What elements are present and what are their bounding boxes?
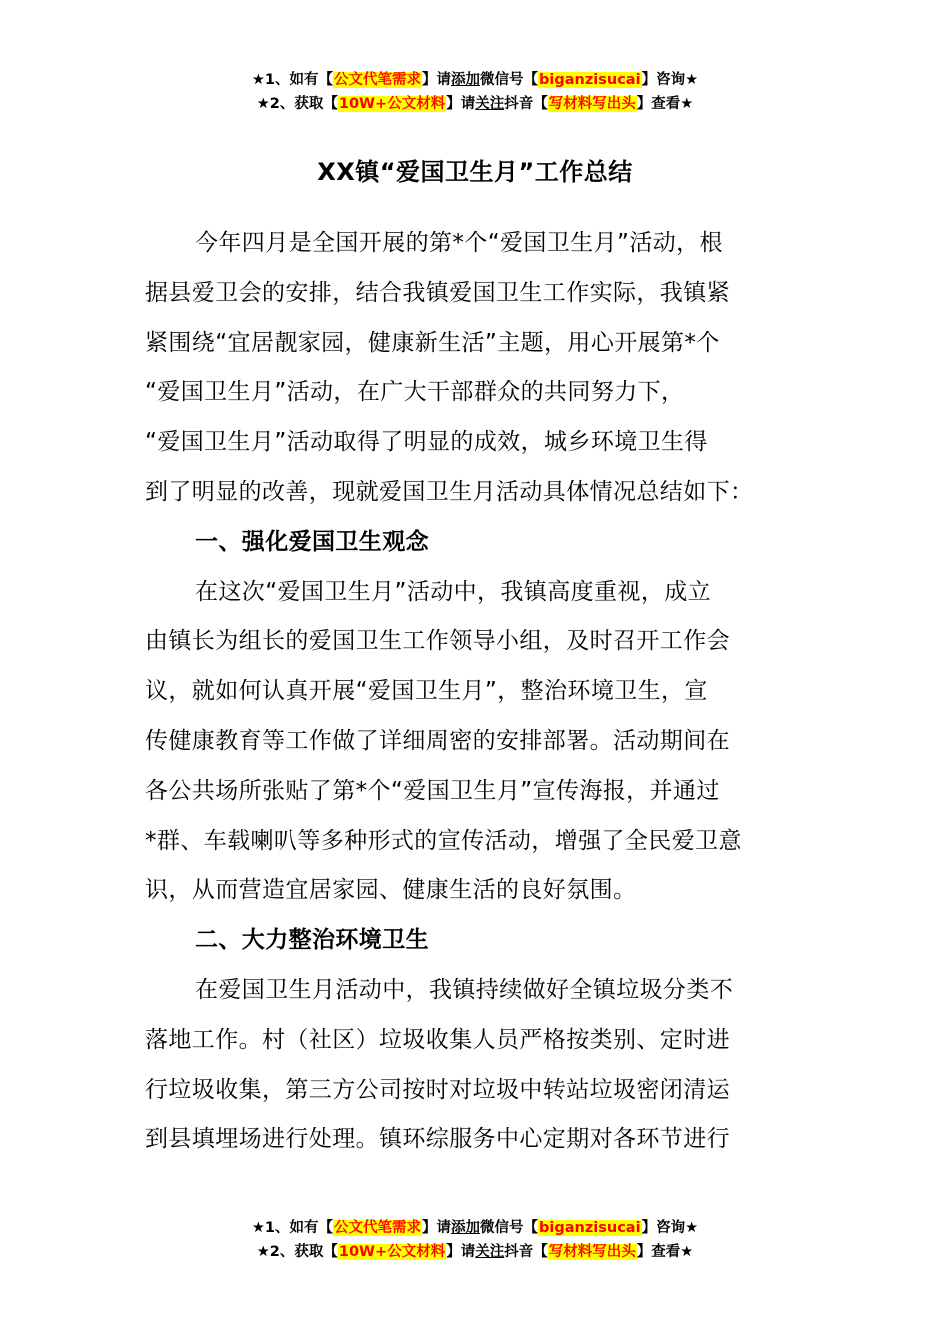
banner-underlined: 关注	[475, 1244, 505, 1260]
banner-text: 抖音【	[504, 1244, 548, 1260]
banner-underlined: 添加	[451, 1220, 481, 1236]
section-heading: 二、大力整治环境卫生	[195, 927, 429, 954]
paragraph-line: 议，就如何认真开展“爱国卫生月”，整治环境卫生，宣	[145, 678, 708, 705]
document-title: XX镇“爱国卫生月”工作总结	[317, 158, 633, 186]
banner-text: 微信号【	[480, 72, 539, 88]
paragraph-line: 由镇长为组长的爱国卫生工作领导小组，及时召开工作会	[145, 628, 730, 655]
paragraph-line: *群、车载喇叭等多种形式的宣传活动，增强了全民爱卫意	[145, 827, 742, 854]
paragraph-line: 行垃圾收集，第三方公司按时对垃圾中转站垃圾密闭清运	[145, 1076, 730, 1103]
banner-text: 】请	[422, 72, 452, 88]
document-body	[145, 219, 805, 1165]
banner-highlight: 10W+公文材料	[338, 1244, 446, 1260]
banner-text: ★1、如有【	[251, 72, 334, 88]
paragraph-line: 传健康教育等工作做了详细周密的安排部署。活动期间在	[145, 727, 730, 754]
paragraph-line: 在这次“爱国卫生月”活动中，我镇高度重视，成立	[195, 578, 712, 605]
banner-highlight: 10W+公文材料	[338, 96, 446, 112]
footer-banner	[0, 1216, 950, 1264]
banner-underlined: 添加	[451, 72, 481, 88]
banner-line-2	[0, 1240, 950, 1264]
banner-text: 】查看★	[636, 1244, 694, 1260]
banner-highlight: 公文代笔需求	[334, 1220, 422, 1236]
paragraph-line: 紧围绕“宜居靓家园，健康新生活”主题，用心开展第*个	[145, 329, 720, 356]
banner-highlight: 写材料写出头	[548, 1244, 636, 1260]
banner-text: ★2、获取【	[256, 1244, 338, 1260]
header-banner	[0, 68, 950, 116]
banner-text: ★1、如有【	[251, 1220, 334, 1236]
paragraph-line: 到了明显的改善，现就爱国卫生月活动具体情况总结如下：	[145, 478, 754, 505]
banner-line-2	[0, 92, 950, 116]
banner-highlight: biganzisucai	[539, 72, 641, 88]
paragraph-line: 各公共场所张贴了第*个“爱国卫生月”宣传海报，并通过	[145, 777, 720, 804]
banner-text: 抖音【	[504, 96, 548, 112]
banner-text: 】咨询★	[641, 1220, 699, 1236]
banner-highlight: 公文代笔需求	[334, 72, 422, 88]
banner-line-1	[0, 68, 950, 92]
paragraph-line: “爱国卫生月”活动，在广大干部群众的共同努力下，	[145, 379, 685, 406]
banner-text: 】查看★	[636, 96, 694, 112]
banner-text: 】请	[422, 1220, 452, 1236]
paragraph-line: 据县爱卫会的安排，结合我镇爱国卫生工作实际，我镇紧	[145, 279, 730, 306]
paragraph-line: 落地工作。村（社区）垃圾收集人员严格按类别、定时进	[145, 1026, 730, 1053]
paragraph-line: 到县填埋场进行处理。镇环综服务中心定期对各环节进行	[145, 1126, 730, 1153]
banner-highlight: 写材料写出头	[548, 96, 636, 112]
paragraph-line: 识，从而营造宜居家园、健康生活的良好氛围。	[145, 877, 637, 904]
section-heading: 一、强化爱国卫生观念	[195, 528, 429, 555]
banner-text: 】请	[446, 1244, 476, 1260]
banner-text: 】请	[446, 96, 476, 112]
banner-highlight: biganzisucai	[539, 1220, 641, 1236]
banner-text: ★2、获取【	[256, 96, 338, 112]
banner-line-1	[0, 1216, 950, 1240]
banner-text: 微信号【	[480, 1220, 539, 1236]
paragraph-line: 今年四月是全国开展的第*个“爱国卫生月”活动，根	[195, 230, 723, 256]
banner-underlined: 关注	[475, 96, 505, 112]
banner-text: 】咨询★	[641, 72, 699, 88]
paragraph-line: “爱国卫生月”活动取得了明显的成效，城乡环境卫生得	[145, 429, 708, 456]
paragraph-line: 在爱国卫生月活动中，我镇持续做好全镇垃圾分类不	[195, 976, 734, 1003]
